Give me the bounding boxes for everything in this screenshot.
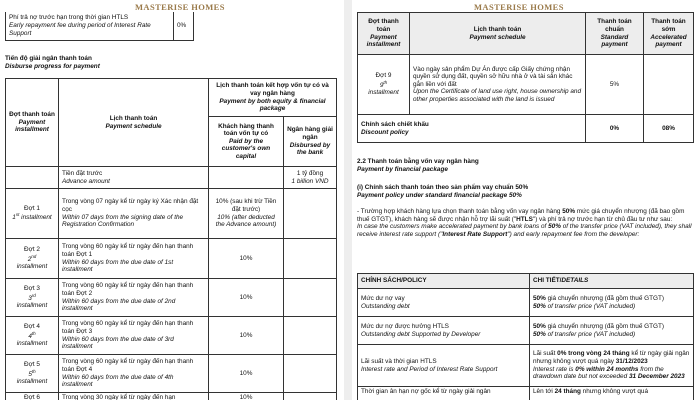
discount-row [358,115,694,143]
discount-en: Discount policy [361,128,409,136]
installment-en [9,369,55,386]
policy-cell [358,387,530,400]
installment-sup: nd [31,253,37,259]
customer-cell: 10% [209,239,284,279]
table-row [6,317,337,355]
detail-b1: 50% [533,294,546,302]
installment-word: installment [368,89,399,97]
details-header-vi: CHI TIẾT/ [533,277,562,285]
bank-cell [284,279,337,317]
schedule-en: Within 60 days from the due date of 4th installment [62,373,174,389]
disburse-section-title [5,55,100,70]
detail-vi [533,295,690,303]
header-bank [284,117,337,167]
detail-b4: 31 December 2023 [628,373,685,381]
header-bank-vi: Ngân hàng giải ngân [287,126,333,141]
installment-vi: Đợt 1 [24,204,40,212]
installment-num: 1 [12,214,16,222]
bank-cell [284,355,337,393]
schedule-cell [59,317,209,355]
bank-cell [284,189,337,239]
detail-en-2: from the drawdown date but not exceeded [533,365,664,381]
detail-en [533,366,690,381]
installment-en [9,293,55,310]
installment-cell [6,189,59,239]
installment-en [9,331,55,348]
installment-num: 4 [28,332,32,340]
header-combined-en: Payment by both equity & financial package [219,97,326,113]
schedule-vi: Trong vòng 60 ngày kể từ ngày đến hạn thanh toán Đợt 3 [62,320,194,335]
details-header [530,274,694,289]
schedule-en: Within 60 days from the due date of 2nd installment [62,297,176,313]
detail-en-1: Interest rate is [533,365,576,373]
early-repayment-table [5,12,194,41]
right-page [352,0,700,400]
table-row [6,355,337,393]
detail-b2: 50% [533,302,546,310]
paragraph-en [357,223,693,238]
header-installment [6,79,59,167]
header-schedule-en: Payment schedule [105,122,162,130]
schedule-cell [59,393,209,400]
installment-num: 3 [28,294,32,302]
header-installment-en: Payment installment [15,118,49,134]
bank-cell [284,317,337,355]
header-installment-vi: Đợt thanh toán [9,111,55,119]
section-2-2-vi: 2.2 Thanh toán bằng vốn vay ngân hàng [357,158,479,165]
discount-standard: 0% [586,115,644,143]
schedule-en: Upon the Certificate of land use right, house ownership and other properties associated with the land is issued [413,88,582,103]
detail-cell [530,317,694,345]
installment-cell [6,279,59,317]
accelerated-cell [644,55,694,115]
advance-vi: Tiền đặt trước [62,169,103,177]
header-customer [209,117,284,167]
advance-bank [284,167,337,189]
customer-cell: 10% [209,317,284,355]
schedule-cell [410,55,586,115]
detail-b1: 0% trong vòng 24 tháng [557,350,630,358]
table-row [6,167,337,189]
policy-vi: Mức dư nợ vay [361,294,405,302]
header-combined-vi: Lịch thanh toán kết hợp vốn tự có và vay ngân hàng [216,82,329,97]
policy-cell [358,289,530,317]
paragraph-en-3: ") and early repayment fee from the developer: [507,230,640,238]
installment-sup: rd [31,292,36,298]
header-schedule-vi: Lịch thanh toán [473,25,522,33]
policy-en: Outstanding debt Supported by Developer [361,330,481,338]
detail-vi [533,323,690,331]
schedule-vi: Vào ngày sản phẩm Dự Án được cấp Giấy chứng nhận quyền sử dụng đất, quyền sở hữu nhà ở và tài sản khác gắn liền với đất [413,65,573,88]
schedule-cell [59,279,209,317]
brand-logo: MASTERISE HOMES [135,2,225,12]
header-bank-en: Disbursed by the bank [289,141,331,157]
schedule-cell [59,239,209,279]
detail-vi-text: giá chuyển nhượng (đã gồm thuế GTGT) [545,322,665,330]
policy-header: CHÍNH SÁCH/POLICY [358,274,530,289]
paragraph-en-2: of the transfer price (VAT included), they shall receive interest rate support (" [357,223,692,238]
schedule-en: Within 60 days from the due date of 1st installment [62,258,174,274]
paragraph-vi-3: ") và phí trả nợ trước hạn từ chủ đầu tư như sau: [532,215,673,223]
header-combined [209,79,337,117]
schedule-vi: Trong vòng 60 ngày kể từ ngày đến hạn thanh toán Đợt 4 [62,358,194,373]
installment-sup: th [383,79,388,85]
table-row [6,189,337,239]
detail-vi [533,350,690,365]
advance-customer [209,167,284,189]
table-row [6,393,337,400]
policy-table [357,273,694,400]
header-schedule-vi: Lịch thanh toán [109,114,158,122]
header-standard-en: Standard payment [600,33,629,49]
policy-en: Outstanding debt [361,302,410,310]
policy-cell [358,345,530,387]
policy-en: Interest rate and Period of Interest Rate Support [361,365,498,373]
installment-cell [6,393,59,400]
detail-vi [533,388,690,396]
detail-vi-1: Lãi suất [533,350,558,358]
paragraph-vi-b1: 50% [562,208,576,215]
installment-sup: st [15,212,20,218]
installment-word: installment [21,214,52,222]
details-header-en: DETAILS [561,277,589,285]
policy-vi: Lãi suất và thời gian HTLS [361,357,437,365]
table-row [358,345,694,387]
paragraph-en-b2: Interest Rate Support [442,230,508,238]
detail-b1: 50% [533,322,546,330]
detail-en-text: of transfer price (VAT included) [545,302,636,310]
paragraph-en-b1: 50% [548,223,561,231]
detail-cell [530,387,694,400]
installment-cell [358,55,410,115]
bank-cell [284,239,337,279]
advance-empty [6,167,59,189]
section-i-vi: (i) Chính sách thanh toán theo sản phẩm vay chuẩn 50% [357,184,529,191]
header-schedule [410,13,586,55]
installment-num: 5 [28,370,32,378]
detail-cell [530,345,694,387]
detail-b3: 0% within 24 months [575,365,639,373]
table-row [358,387,694,400]
installment-sup: th [31,330,36,336]
installment-cell [6,317,59,355]
schedule-table-continued [357,12,694,143]
header-schedule [59,79,209,167]
installment-vi: Đợt 5 [24,361,40,369]
section-2-2 [357,158,693,173]
customer-cell: 10% [209,355,284,393]
header-installment-en: Payment installment [366,33,401,49]
detail-vi-text: giá chuyển nhượng (đã gồm thuế GTGT) [545,294,665,302]
header-standard [586,13,644,55]
paragraph-vi-2: mức giá chuyển nhượng (đã bao gồm thuế GTGT), khách hàng sẽ được nhận hỗ trợ lãi suất (" [357,208,685,223]
paragraph-en-1: In case the customers make accelerated payment by bank loans of [357,223,549,231]
early-repayment-en: Early repayment fee during period of Interest Rate Support [9,21,151,37]
header-accelerated [644,13,694,55]
installment-word: installment [16,340,48,348]
advance-bank-vi: 1 tỷ đồng [296,169,324,177]
header-installment-vi: Đợt thanh toán [368,18,399,33]
customer-en: 10% (after deducted the Advance amount) [215,213,277,229]
installment-en [361,80,406,97]
detail-vi-1: Lên tới [533,388,555,395]
section-2-2-en: Payment by financial package [357,165,448,173]
installment-num: 2 [27,255,32,263]
customer-cell: 10% [209,279,284,317]
paragraph-vi-b2: HTLS [516,215,533,223]
customer-cell [209,189,284,239]
installment-cell [6,239,59,279]
standard-cell: 5% [586,55,644,115]
disburse-title-en: Disburse progress for payment [5,62,100,70]
paragraph-vi-1: - Trường hợp khách hàng lựa chọn thanh toán bằng vốn vay ngân hàng [357,208,563,215]
installment-num: 9 [379,81,384,89]
section-i-en: Payment policy under standard financial package 50% [357,191,522,199]
header-accelerated-en: Accelerated payment [650,33,687,49]
schedule-en: Within 07 days from the signing date of the Registration Confirmation [62,213,184,229]
installment-sup: th [31,368,36,374]
detail-en-text: of transfer price (VAT included) [545,330,636,338]
header-customer-en: Paid by the customer's own capital [221,137,271,160]
section-i [357,184,693,199]
policy-cell [358,317,530,345]
early-repayment-value: 0% [174,12,194,40]
page-gutter [344,0,352,400]
disburse-table [5,78,337,400]
table-row [6,279,337,317]
installment-vi: Đợt 6 [24,394,40,400]
table-row [6,239,337,279]
header-installment [358,13,410,55]
header-schedule-en: Payment schedule [469,33,526,41]
installment-cell [6,355,59,393]
discount-label [358,115,586,143]
discount-accelerated: 08% [644,115,694,143]
detail-cell [530,289,694,317]
installment-word: installment [16,302,48,310]
paragraph-vi [357,208,693,223]
customer-vi: 10% (sau khi trừ Tiền đặt trước) [215,198,277,213]
early-repayment-label [6,12,174,40]
policy-vi: Thời gian ân hạn nợ gốc kể từ ngày giải ngân [361,388,491,395]
detail-b2: 31/12/2023 [615,357,648,365]
installment-word: installment [16,378,48,386]
schedule-vi: Trong vòng 60 ngày kể từ ngày đến hạn thanh toán Đợt 1 [62,243,194,258]
installment-en [9,212,55,222]
detail-b2: 50% [533,330,546,338]
left-page [0,0,344,400]
header-customer-vi: Khách hàng thanh toán vốn tự có [218,122,274,138]
schedule-cell [59,355,209,393]
table-row [358,289,694,317]
disburse-title-vi: Tiến độ giải ngân thanh toán [5,55,92,62]
detail-en [533,331,690,339]
policy-vi: Mức dư nợ được hưởng HTLS [361,322,449,330]
header-standard-vi: Thanh toán chuẩn [597,18,632,33]
schedule-vi: Trong vòng 60 ngày kể từ ngày đến hạn thanh toán Đợt 2 [62,282,194,297]
installment-en [9,254,55,271]
customer-cell: 10% [209,393,284,400]
detail-vi-2: nhưng không vượt quá [580,388,649,395]
schedule-vi: Trong vòng 07 ngày kể từ ngày ký Xác nhận đặt cọc [62,198,199,213]
header-accelerated-vi: Thanh toán sớm [651,18,686,33]
installment-vi: Đợt 4 [24,323,40,331]
discount-vi: Chính sách chiết khấu [361,120,429,128]
schedule-cell [59,189,209,239]
advance-bank-en: 1 billion VND [291,177,329,185]
financial-package-paragraph [357,208,693,238]
bank-cell [284,393,337,400]
detail-vi-2: kể từ ngày giải ngân nhưng không vượt quá ngày [533,350,690,365]
schedule-en: Within 60 days from the due date of 3rd installment [62,335,174,351]
table-row [358,317,694,345]
schedule-vi: Trong vòng 30 ngày kể từ ngày đến hạn [62,394,176,400]
detail-en [533,303,690,311]
installment-vi: Đợt 3 [24,285,40,293]
early-repayment-vi: Phí trả nợ trước hạn trong thời gian HTLS [9,14,129,22]
advance-label [59,167,209,189]
installment-word: installment [16,263,48,271]
installment-vi: Đợt 9 [375,72,392,80]
advance-en: Advance amount [62,177,110,185]
brand-logo: MASTERISE HOMES [474,2,564,12]
table-row [358,55,694,115]
detail-b1: 24 tháng [554,388,581,395]
installment-vi: Đợt 2 [24,246,40,254]
